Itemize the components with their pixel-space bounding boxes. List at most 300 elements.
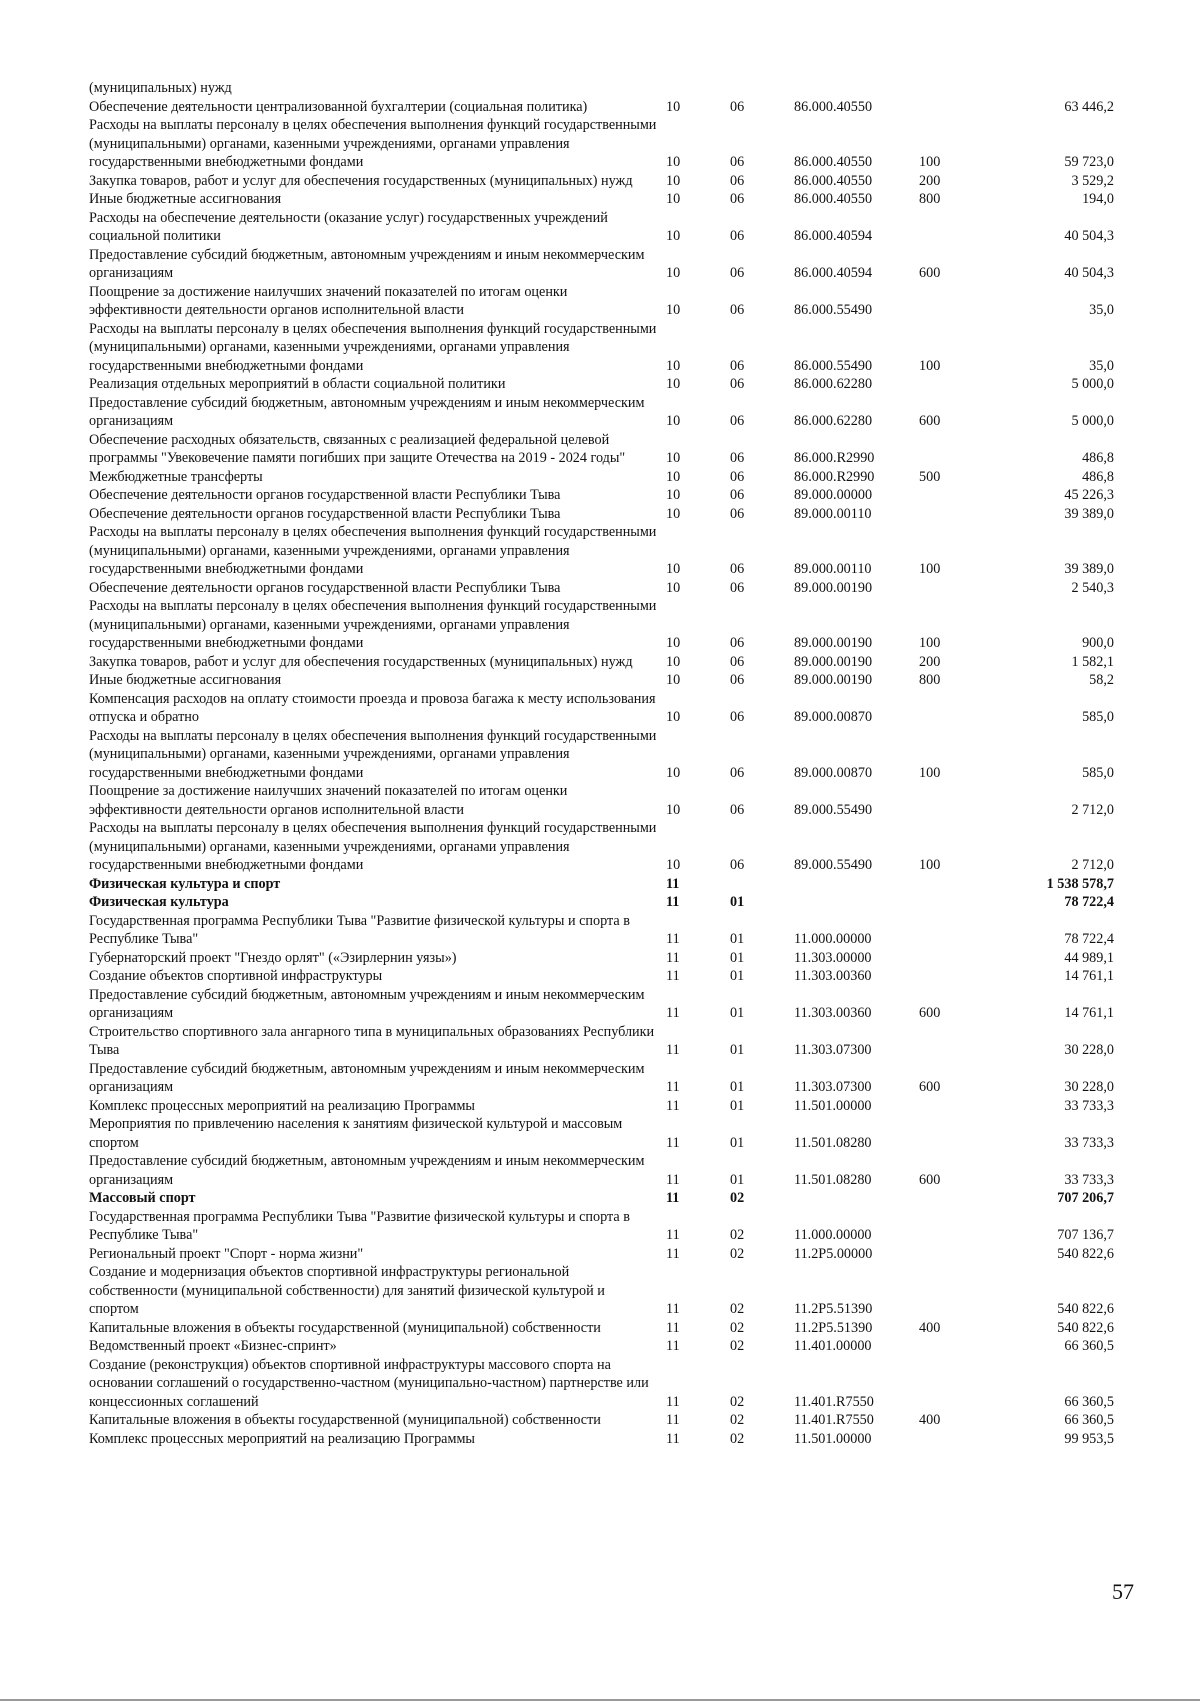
cell-vr <box>918 1023 983 1060</box>
cell-sum: 486,8 <box>1082 450 1114 466</box>
cell-vr <box>918 98 983 117</box>
cell-csr: 89.000.00870 <box>794 764 873 781</box>
cell-csr: 89.000.55490 <box>794 857 873 873</box>
cell-csr: 86.000.62280 <box>794 376 873 392</box>
cell-rz: 10 <box>666 154 681 170</box>
table-row <box>89 190 1114 209</box>
cell-name: Поощрение за достижение наилучших значений показателей по итогам оценки эффективности деятельности органов исполнительной власти <box>89 283 568 318</box>
cell-name: Обеспечение деятельности органов государственной власти Республики Тыва <box>89 579 561 596</box>
cell-rz: 10 <box>666 709 681 725</box>
cell-name: (муниципальных) нужд <box>89 80 232 96</box>
table-row <box>89 690 1114 727</box>
cell-vr <box>918 1189 983 1208</box>
cell-csr: 89.000.00190 <box>794 579 873 596</box>
cell-sum: 2 540,3 <box>1071 579 1114 596</box>
table-row <box>89 727 1114 783</box>
cell-vr <box>918 912 983 949</box>
cell-rz: 11 <box>666 1227 680 1243</box>
cell-name: Расходы на выплаты персоналу в целях обеспечения выполнения функций государственными (муниципальными) органами, казенными учреждениями, органами управления государственными внебюджетными фондами <box>89 820 657 873</box>
cell-csr: 11.303.00360 <box>794 968 872 984</box>
cell-pr: 02 <box>730 1301 745 1317</box>
cell-sum: 99 953,5 <box>1064 1430 1114 1447</box>
cell-csr: 11.401.00000 <box>794 1338 872 1354</box>
table-row <box>89 986 1114 1023</box>
cell-vr: 800 <box>919 191 941 207</box>
cell-sum: 39 389,0 <box>1064 561 1114 577</box>
cell-pr: 02 <box>730 1338 745 1354</box>
cell-pr: 06 <box>730 505 745 522</box>
cell-sum: 707 206,7 <box>1057 1190 1114 1206</box>
cell-csr: 11.303.00360 <box>794 1005 872 1021</box>
cell-sum: 66 360,5 <box>1064 1393 1114 1410</box>
cell-csr: 89.000.00190 <box>794 672 873 688</box>
cell-rz: 10 <box>666 376 681 392</box>
table-row <box>89 967 1114 986</box>
cell-pr: 06 <box>730 154 745 170</box>
cell-csr: 89.000.00110 <box>794 505 872 522</box>
cell-pr: 02 <box>730 1227 745 1243</box>
cell-sum: 540 822,6 <box>1057 1319 1114 1336</box>
cell-pr: 02 <box>730 1245 745 1262</box>
cell-name: Обеспечение деятельности централизованной бухгалтерии (социальная политика) <box>89 98 588 115</box>
cell-csr: 11.000.00000 <box>794 1227 872 1243</box>
cell-pr: 06 <box>730 487 745 503</box>
cell-pr: 01 <box>730 1042 745 1058</box>
cell-pr: 06 <box>730 709 745 725</box>
cell-csr: 11.303.07300 <box>794 1079 872 1095</box>
cell-sum: 585,0 <box>1082 709 1114 725</box>
cell-csr: 11.501.08280 <box>794 1134 872 1151</box>
cell-name: Создание и модернизация объектов спортивной инфраструктуры региональной собственности (муниципальной собственности) для занятий физической культурой и спортом <box>89 1264 605 1317</box>
table-row <box>89 1356 1114 1412</box>
cell-vr <box>918 79 983 98</box>
budget-table-container <box>89 79 1149 1448</box>
cell-rz: 11 <box>666 931 680 947</box>
cell-csr: 86.000.40550 <box>794 154 873 170</box>
cell-csr: 86.000.40594 <box>794 228 873 244</box>
cell-sum: 1 582,1 <box>1071 653 1114 670</box>
cell-vr: 600 <box>919 1005 941 1021</box>
cell-name: Государственная программа Республики Тыва "Развитие физической культуры и спорта в Республике Тыва" <box>89 1208 630 1243</box>
table-row <box>89 523 1114 579</box>
cell-name: Закупка товаров, работ и услуг для обеспечения государственных (муниципальных) нужд <box>89 653 633 670</box>
cell-rz: 11 <box>666 1134 680 1151</box>
cell-pr: 06 <box>730 265 745 281</box>
cell-name: Иные бюджетные ассигнования <box>89 672 282 688</box>
cell-csr: 86.000.40594 <box>794 265 873 281</box>
cell-vr <box>918 690 983 727</box>
cell-pr: 02 <box>730 1393 745 1410</box>
cell-csr: 11.2P5.00000 <box>794 1245 873 1262</box>
cell-sum: 707 136,7 <box>1057 1227 1114 1243</box>
cell-sum: 59 723,0 <box>1064 154 1114 170</box>
cell-csr: 89.000.55490 <box>794 801 873 818</box>
cell-pr: 01 <box>730 1005 745 1021</box>
cell-sum: 35,0 <box>1089 357 1114 374</box>
cell-sum: 66 360,5 <box>1064 1412 1114 1428</box>
table-row <box>89 1411 1114 1430</box>
cell-name: Компенсация расходов на оплату стоимости проезда и провоза багажа к месту использования отпуска и обратно <box>89 690 656 725</box>
cell-vr: 800 <box>919 672 941 688</box>
cell-sum <box>983 79 1114 98</box>
cell-pr: 06 <box>730 468 745 485</box>
cell-csr: 86.000.R2990 <box>794 450 875 466</box>
cell-sum: 66 360,5 <box>1064 1338 1114 1354</box>
cell-rz: 10 <box>666 505 681 522</box>
cell-pr: 01 <box>730 1097 745 1114</box>
cell-vr: 400 <box>919 1319 941 1336</box>
cell-vr: 600 <box>919 1171 941 1188</box>
cell-sum: 30 228,0 <box>1064 1079 1114 1095</box>
cell-pr: 06 <box>730 228 745 244</box>
table-row <box>89 819 1114 875</box>
cell-pr: 02 <box>730 1319 745 1336</box>
cell-name: Расходы на выплаты персоналу в целях обеспечения выполнения функций государственными (муниципальными) органами, казенными учреждениями, органами управления государственными внебюджетными фондами <box>89 320 657 374</box>
cell-csr: 86.000.40550 <box>794 172 873 189</box>
cell-csr: 86.000.40550 <box>794 191 873 207</box>
cell-pr: 06 <box>730 98 745 115</box>
cell-pr: 06 <box>730 191 745 207</box>
cell-rz: 10 <box>666 635 681 651</box>
cell-rz: 11 <box>666 949 680 966</box>
cell-vr <box>918 875 983 894</box>
table-row <box>89 1152 1114 1189</box>
cell-name: Мероприятия по привлечению населения к занятиям физической культурой и массовым спортом <box>89 1116 623 1151</box>
cell-rz: 11 <box>666 1245 680 1262</box>
cell-sum: 1 538 578,7 <box>1046 875 1114 892</box>
cell-vr <box>918 949 983 968</box>
table-row <box>89 1245 1114 1264</box>
cell-vr <box>918 1430 983 1449</box>
cell-rz: 11 <box>666 1079 680 1095</box>
cell-vr: 100 <box>919 561 941 577</box>
cell-pr: 06 <box>730 801 745 818</box>
cell-rz: 11 <box>666 1338 680 1354</box>
table-row <box>89 1060 1114 1097</box>
cell-pr: 06 <box>730 635 745 651</box>
cell-csr: 11.501.00000 <box>794 1097 872 1114</box>
table-row <box>89 431 1114 468</box>
cell-sum: 14 761,1 <box>1064 968 1114 984</box>
cell-vr <box>918 1356 983 1412</box>
cell-name: Государственная программа Республики Тыва "Развитие физической культуры и спорта в Республике Тыва" <box>89 912 630 947</box>
table-row <box>89 893 1114 912</box>
cell-vr <box>918 1245 983 1264</box>
cell-rz: 10 <box>666 357 681 374</box>
cell-rz: 11 <box>666 1319 680 1336</box>
cell-csr <box>793 893 918 912</box>
cell-pr: 01 <box>730 1134 745 1151</box>
cell-name: Предоставление субсидий бюджетным, автономным учреждениям и иным некоммерческим организациям <box>89 246 645 281</box>
cell-rz: 11 <box>666 1393 680 1410</box>
table-row <box>89 912 1114 949</box>
cell-vr: 100 <box>919 764 941 781</box>
cell-sum: 33 733,3 <box>1064 1097 1114 1114</box>
cell-sum: 540 822,6 <box>1057 1245 1114 1262</box>
table-row <box>89 1319 1114 1338</box>
table-row <box>89 486 1114 505</box>
cell-csr: 11.2P5.51390 <box>794 1319 873 1336</box>
cell-rz: 11 <box>666 1190 680 1206</box>
cell-pr: 06 <box>730 357 745 374</box>
budget-table-body <box>89 79 1114 1448</box>
cell-vr <box>918 782 983 819</box>
cell-sum: 58,2 <box>1089 672 1114 688</box>
table-row <box>89 949 1114 968</box>
cell-csr: 11.401.R7550 <box>794 1412 874 1428</box>
cell-pr: 06 <box>730 376 745 392</box>
cell-sum: 44 989,1 <box>1064 949 1114 966</box>
table-row <box>89 579 1114 598</box>
table-row <box>89 1097 1114 1116</box>
cell-name: Межбюджетные трансферты <box>89 468 263 485</box>
cell-name: Предоставление субсидий бюджетным, автономным учреждениям и иным некоммерческим организациям <box>89 1060 645 1095</box>
cell-pr: 02 <box>730 1412 745 1428</box>
cell-rz: 10 <box>666 653 681 670</box>
table-row <box>89 283 1114 320</box>
cell-sum: 3 529,2 <box>1071 172 1114 189</box>
table-row <box>89 653 1114 672</box>
cell-sum: 45 226,3 <box>1064 487 1114 503</box>
cell-rz: 10 <box>666 172 681 189</box>
cell-name: Предоставление субсидий бюджетным, автономным учреждениям и иным некоммерческим организациям <box>89 1153 645 1188</box>
cell-sum: 33 733,3 <box>1064 1134 1114 1151</box>
cell-name: Капитальные вложения в объекты государственной (муниципальной) собственности <box>89 1412 601 1428</box>
cell-vr <box>918 1208 983 1245</box>
cell-name: Губернаторский проект "Гнездо орлят" («Эзирлернин уязы») <box>89 949 457 966</box>
cell-name: Строительство спортивного зала ангарного типа в муниципальных образованиях Республики Тыва <box>89 1023 655 1058</box>
cell-rz: 11 <box>666 1412 680 1428</box>
table-row <box>89 782 1114 819</box>
cell-name: Капитальные вложения в объекты государственной (муниципальной) собственности <box>89 1319 601 1336</box>
cell-name: Обеспечение деятельности органов государственной власти Республики Тыва <box>89 487 561 503</box>
cell-vr: 600 <box>919 413 941 429</box>
cell-sum: 585,0 <box>1082 764 1114 781</box>
cell-vr: 200 <box>919 172 941 189</box>
cell-csr: 86.000.R2990 <box>794 468 875 485</box>
cell-csr: 86.000.55490 <box>794 302 873 318</box>
table-row <box>89 116 1114 172</box>
cell-name: Поощрение за достижение наилучших значений показателей по итогам оценки эффективности деятельности органов исполнительной власти <box>89 783 568 818</box>
cell-csr <box>793 875 918 894</box>
cell-pr: 01 <box>730 1171 745 1188</box>
table-row <box>89 79 1114 98</box>
cell-name: Иные бюджетные ассигнования <box>89 191 282 207</box>
cell-vr: 100 <box>919 857 941 873</box>
table-row <box>89 320 1114 376</box>
cell-csr: 11.303.00000 <box>794 949 872 966</box>
cell-sum: 2 712,0 <box>1071 801 1114 818</box>
cell-vr <box>918 283 983 320</box>
cell-name: Создание (реконструкция) объектов спортивной инфраструктуры массового спорта на основании соглашений о государственно-частном (муниципально-частном) партнерстве или концессионных соглашений <box>89 1356 649 1410</box>
cell-rz: 11 <box>666 1005 680 1021</box>
cell-name: Расходы на выплаты персоналу в целях обеспечения выполнения функций государственными (муниципальными) органами, казенными учреждениями, органами управления государственными внебюджетными фондами <box>89 117 657 170</box>
cell-name: Региональный проект "Спорт - норма жизни" <box>89 1245 364 1262</box>
cell-vr: 100 <box>919 635 941 651</box>
cell-name: Физическая культура <box>89 894 229 910</box>
cell-vr <box>918 579 983 598</box>
cell-name: Закупка товаров, работ и услуг для обеспечения государственных (муниципальных) нужд <box>89 172 633 189</box>
cell-name: Ведомственный проект «Бизнес-спринт» <box>89 1338 337 1354</box>
table-row <box>89 875 1114 894</box>
table-row <box>89 98 1114 117</box>
table-row <box>89 209 1114 246</box>
cell-vr: 100 <box>919 357 941 374</box>
cell-rz: 11 <box>666 875 680 892</box>
cell-name: Создание объектов спортивной инфраструктуры <box>89 968 383 984</box>
cell-pr: 01 <box>730 1079 745 1095</box>
cell-sum: 33 733,3 <box>1064 1171 1114 1188</box>
cell-name: Предоставление субсидий бюджетным, автономным учреждениям и иным некоммерческим организациям <box>89 986 645 1021</box>
cell-rz: 10 <box>666 579 681 596</box>
cell-rz: 10 <box>666 801 681 818</box>
cell-name: Предоставление субсидий бюджетным, автономным учреждениям и иным некоммерческим организациям <box>89 394 645 429</box>
table-row <box>89 172 1114 191</box>
cell-rz: 10 <box>666 487 681 503</box>
cell-rz: 11 <box>666 968 680 984</box>
cell-name: Комплекс процессных мероприятий на реализацию Программы <box>89 1430 475 1447</box>
cell-name: Расходы на выплаты персоналу в целях обеспечения выполнения функций государственными (муниципальными) органами, казенными учреждениями, органами управления государственными внебюджетными фондами <box>89 727 657 781</box>
cell-csr: 89.000.00110 <box>794 561 872 577</box>
cell-vr: 400 <box>919 1412 941 1428</box>
cell-pr: 01 <box>730 931 745 947</box>
cell-rz: 10 <box>666 672 681 688</box>
cell-csr: 11.501.00000 <box>794 1430 872 1447</box>
cell-rz: 10 <box>666 413 681 429</box>
table-row <box>89 505 1114 524</box>
cell-pr: 06 <box>730 302 745 318</box>
cell-name: Расходы на выплаты персоналу в целях обеспечения выполнения функций государственными (муниципальными) органами, казенными учреждениями, органами управления государственными внебюджетными фондами <box>89 524 657 577</box>
cell-rz: 10 <box>666 302 681 318</box>
cell-rz <box>664 79 729 98</box>
cell-rz: 10 <box>666 191 681 207</box>
cell-vr <box>918 1097 983 1116</box>
cell-sum: 194,0 <box>1082 191 1114 207</box>
cell-csr: 89.000.00190 <box>794 635 873 651</box>
cell-rz: 11 <box>666 1097 680 1114</box>
table-row <box>89 375 1114 394</box>
cell-vr: 200 <box>919 653 941 670</box>
cell-pr: 06 <box>730 857 745 873</box>
cell-name: Реализация отдельных мероприятий в области социальной политики <box>89 376 506 392</box>
table-row <box>89 671 1114 690</box>
cell-csr: 11.303.07300 <box>794 1042 872 1058</box>
cell-csr: 89.000.00870 <box>794 709 873 725</box>
cell-pr: 06 <box>730 672 745 688</box>
cell-sum: 2 712,0 <box>1071 857 1114 873</box>
cell-rz: 10 <box>666 468 681 485</box>
cell-pr: 01 <box>730 968 745 984</box>
cell-sum: 540 822,6 <box>1057 1301 1114 1317</box>
cell-pr: 01 <box>730 894 745 910</box>
cell-pr: 01 <box>730 949 745 966</box>
cell-rz: 10 <box>666 265 681 281</box>
cell-vr <box>918 209 983 246</box>
cell-name: Комплекс процессных мероприятий на реализацию Программы <box>89 1097 475 1114</box>
cell-sum: 63 446,2 <box>1064 98 1114 115</box>
cell-csr: 11.401.R7550 <box>794 1393 874 1410</box>
table-row <box>89 394 1114 431</box>
page-number: 57 <box>1112 1579 1134 1604</box>
cell-rz: 10 <box>666 450 681 466</box>
cell-csr: 89.000.00000 <box>794 487 873 503</box>
cell-vr <box>918 967 983 986</box>
table-row <box>89 1263 1114 1319</box>
cell-sum: 78 722,4 <box>1064 931 1114 947</box>
cell-vr <box>918 1263 983 1319</box>
cell-vr: 600 <box>919 265 941 281</box>
cell-pr: 02 <box>730 1430 745 1447</box>
cell-sum: 5 000,0 <box>1071 376 1114 392</box>
cell-pr: 06 <box>730 413 745 429</box>
cell-sum: 30 228,0 <box>1064 1042 1114 1058</box>
cell-csr: 11.000.00000 <box>794 931 872 947</box>
cell-vr <box>918 431 983 468</box>
cell-pr: 06 <box>730 450 745 466</box>
table-row <box>89 1208 1114 1245</box>
cell-rz: 10 <box>666 228 681 244</box>
table-row <box>89 246 1114 283</box>
cell-vr: 600 <box>919 1079 941 1095</box>
cell-sum: 35,0 <box>1089 302 1114 318</box>
cell-name: Расходы на выплаты персоналу в целях обеспечения выполнения функций государственными (муниципальными) органами, казенными учреждениями, органами управления государственными внебюджетными фондами <box>89 598 657 651</box>
cell-name: Обеспечение расходных обязательств, связанных с реализацией федеральной целевой программы "Увековечение памяти погибших при защите Отечества на 2019 - 2024 годы" <box>89 431 626 466</box>
table-row <box>89 1189 1114 1208</box>
cell-pr: 06 <box>730 764 745 781</box>
cell-sum: 40 504,3 <box>1064 265 1114 281</box>
cell-sum: 40 504,3 <box>1064 228 1114 244</box>
cell-vr <box>918 1337 983 1356</box>
cell-pr: 06 <box>730 653 745 670</box>
cell-pr: 02 <box>730 1190 745 1206</box>
table-row <box>89 597 1114 653</box>
cell-rz: 10 <box>666 764 681 781</box>
cell-vr <box>918 893 983 912</box>
cell-name: Расходы на обеспечение деятельности (оказание услуг) государственных учреждений социальной политики <box>89 209 608 244</box>
bottom-scan-edge <box>0 1699 1200 1701</box>
cell-vr: 500 <box>919 468 941 485</box>
cell-rz: 11 <box>666 1430 680 1447</box>
cell-csr: 86.000.62280 <box>794 413 873 429</box>
cell-vr <box>918 486 983 505</box>
cell-vr: 100 <box>919 154 941 170</box>
cell-csr <box>793 1189 918 1208</box>
cell-rz: 10 <box>666 857 681 873</box>
cell-csr: 11.501.08280 <box>794 1171 872 1188</box>
cell-csr: 86.000.40550 <box>794 98 873 115</box>
cell-sum: 486,8 <box>1082 468 1114 485</box>
cell-pr <box>729 79 793 98</box>
cell-rz: 10 <box>666 561 681 577</box>
table-row <box>89 1430 1114 1449</box>
cell-pr: 06 <box>730 561 745 577</box>
cell-rz: 11 <box>666 1042 680 1058</box>
cell-name: Физическая культура и спорт <box>89 875 281 892</box>
table-row <box>89 1023 1114 1060</box>
cell-pr <box>729 875 793 894</box>
budget-table <box>89 79 1114 1448</box>
table-row <box>89 1115 1114 1152</box>
cell-rz: 11 <box>666 894 680 910</box>
cell-csr: 11.2P5.51390 <box>794 1301 873 1317</box>
cell-sum: 39 389,0 <box>1064 505 1114 522</box>
cell-rz: 11 <box>666 1301 680 1317</box>
cell-csr: 86.000.55490 <box>794 357 873 374</box>
cell-sum: 900,0 <box>1082 635 1114 651</box>
cell-vr <box>918 505 983 524</box>
cell-name: Обеспечение деятельности органов государственной власти Республики Тыва <box>89 505 561 522</box>
cell-pr: 06 <box>730 579 745 596</box>
